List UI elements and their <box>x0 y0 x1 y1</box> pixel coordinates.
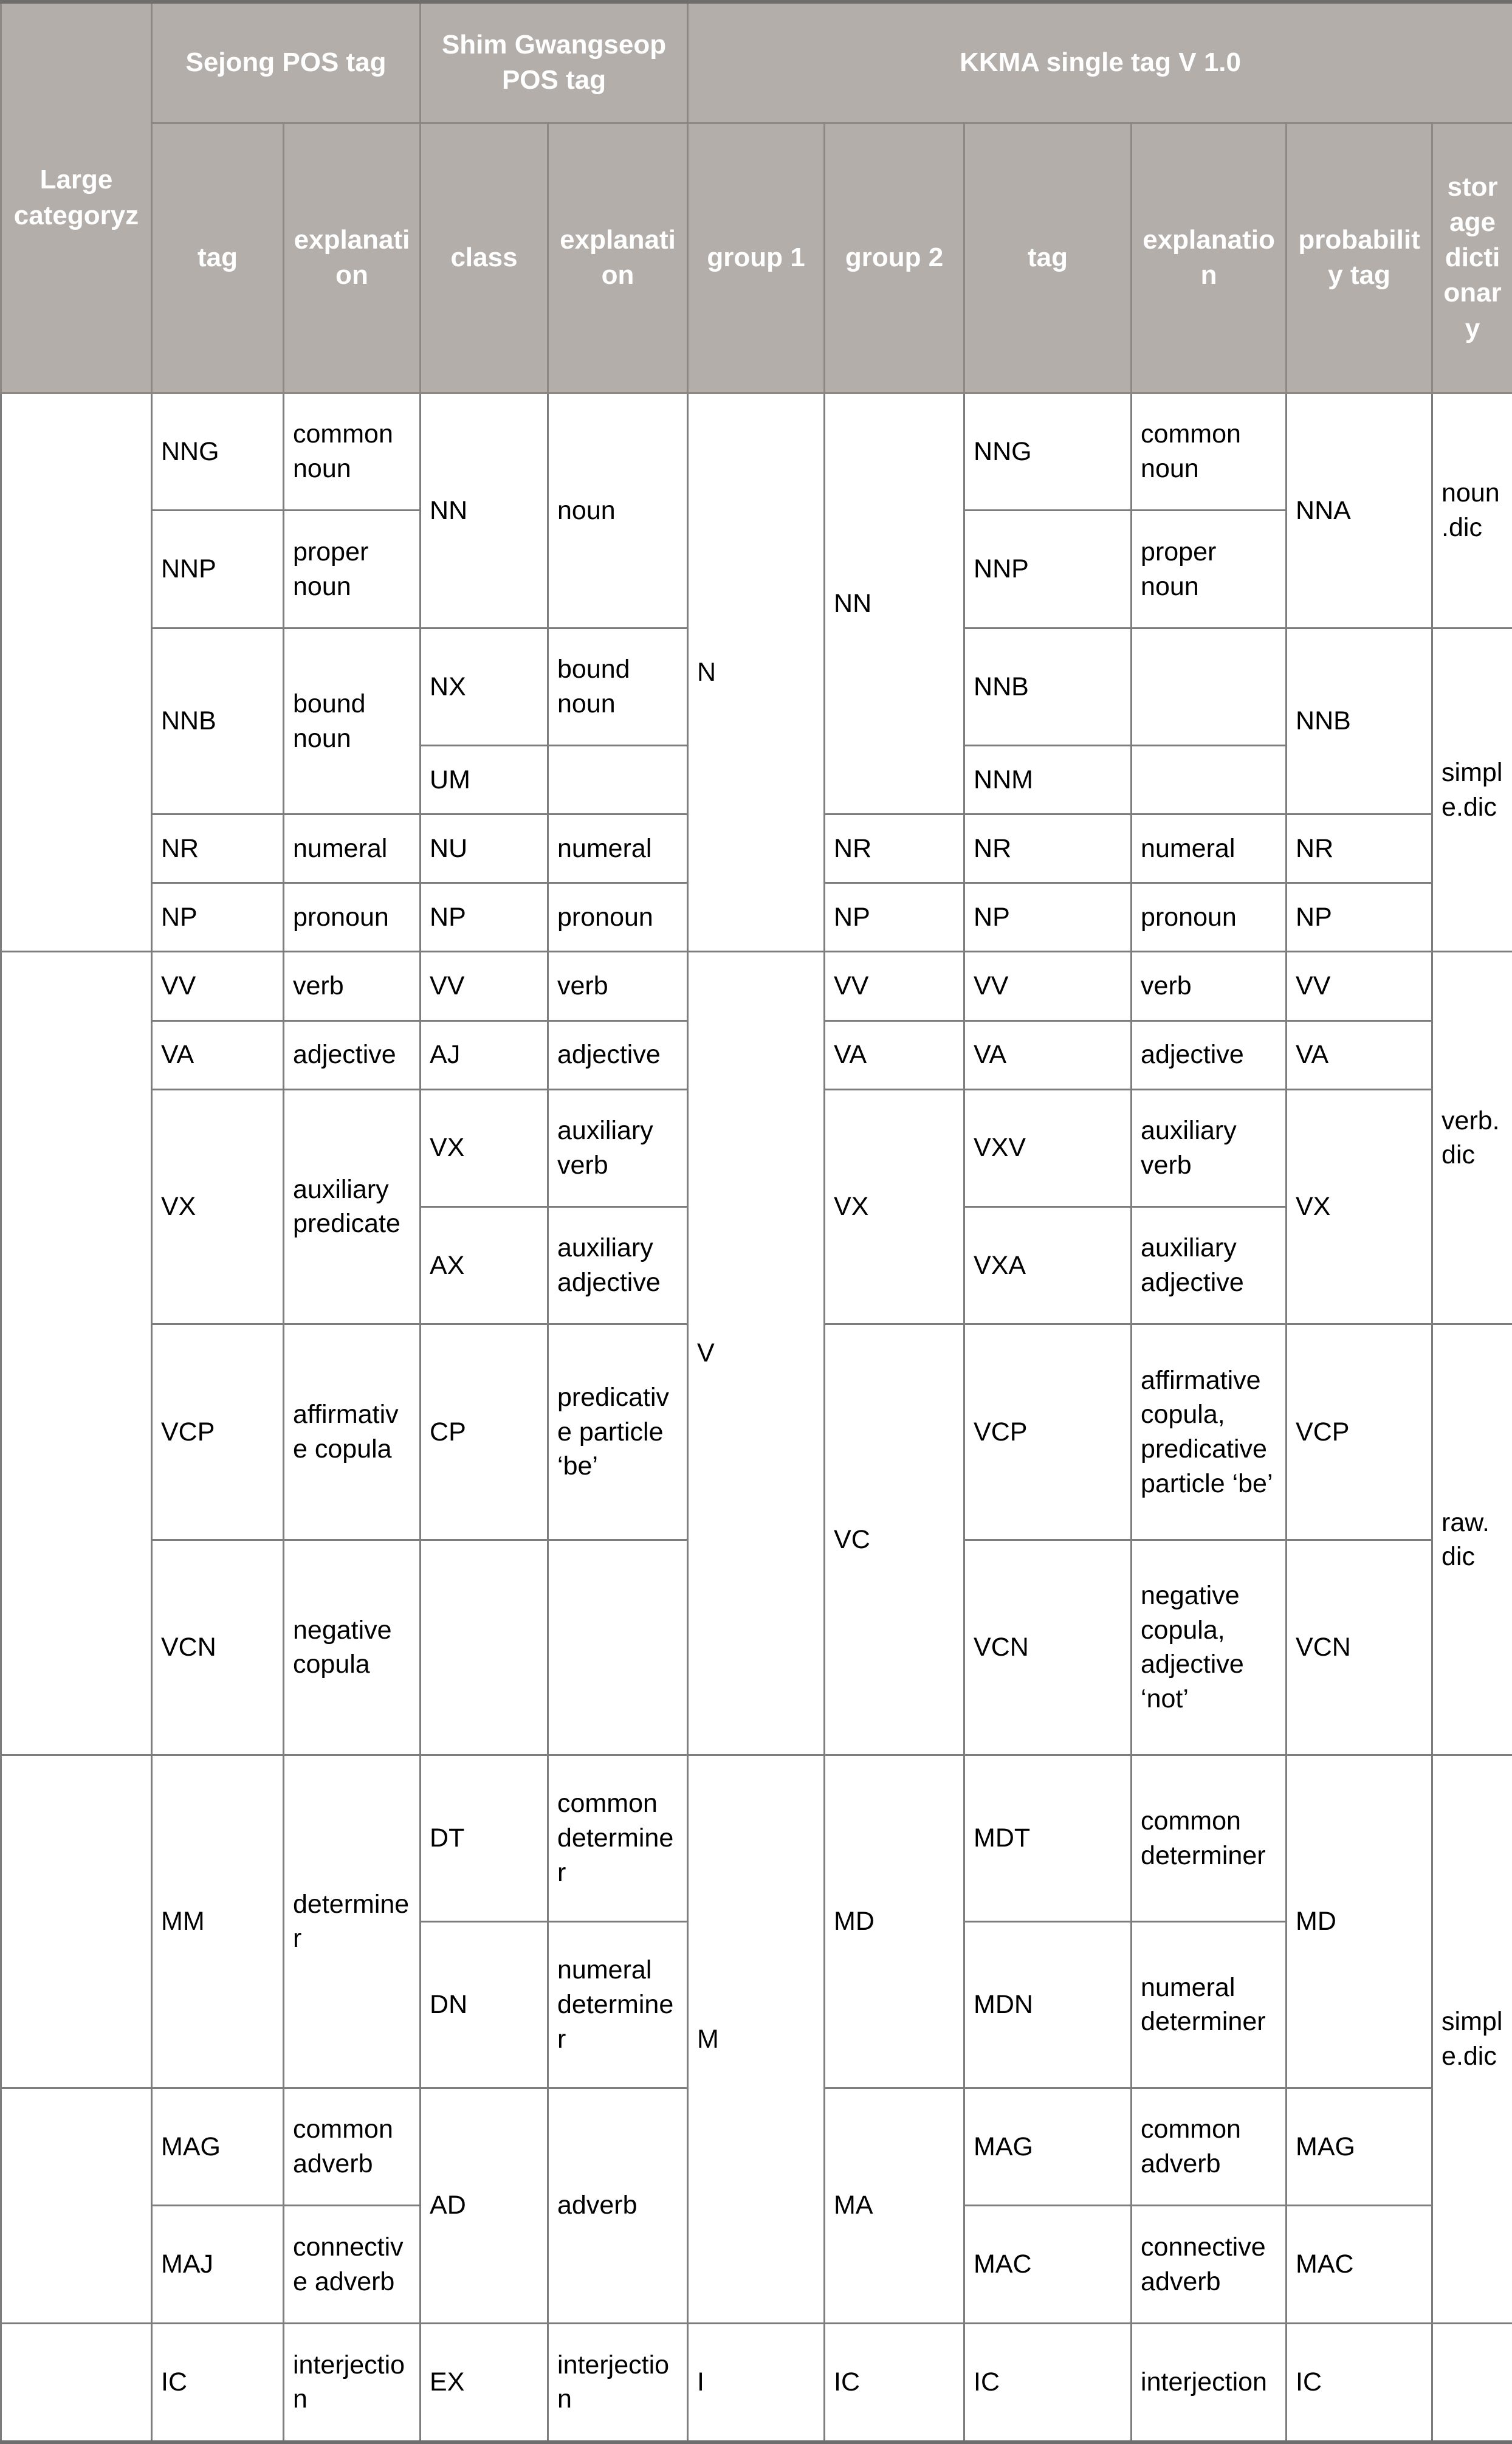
storage-dictionary <box>1432 2323 1512 2442</box>
kkma-tag: MDT <box>964 1755 1132 1922</box>
kkma-explanation: common determiner <box>1132 1755 1287 1922</box>
sejong-tag: MM <box>152 1755 284 2088</box>
kkma-group1: V <box>688 952 825 1755</box>
shim-class: UM <box>421 746 548 814</box>
shim-explanation: predicative particle ‘be’ <box>548 1324 688 1540</box>
shim-class: NU <box>421 814 548 883</box>
kkma-explanation: connective adverb <box>1132 2206 1287 2323</box>
shim-class: EX <box>421 2323 548 2442</box>
kkma-explanation: interjection <box>1132 2323 1287 2442</box>
kkma-group2: VA <box>825 1021 964 1089</box>
sejong-explanation: affirmative copula <box>284 1324 421 1540</box>
kkma-group2: VV <box>825 952 964 1021</box>
kkma-explanation: verb <box>1132 952 1287 1021</box>
probability-tag: VCN <box>1287 1540 1432 1755</box>
kkma-group1: I <box>688 2323 825 2442</box>
kkma-tag: NR <box>964 814 1132 883</box>
header-shim-explanation: explanation <box>548 123 688 393</box>
probability-tag: MAG <box>1287 2088 1432 2205</box>
table-row <box>1 952 1512 1021</box>
header-kkma-group2: group 2 <box>825 123 964 393</box>
shim-explanation: adjective <box>548 1021 688 1089</box>
shim-class: NP <box>421 883 548 952</box>
sejong-tag: IC <box>152 2323 284 2442</box>
kkma-explanation: numeral <box>1132 814 1287 883</box>
probability-tag: VCP <box>1287 1324 1432 1540</box>
header-kkma-explanation: explanation <box>1132 123 1287 393</box>
category-predicate: predicate <box>1 952 152 1755</box>
category-determiner: determiner <box>1 1755 152 2088</box>
probability-tag: VA <box>1287 1021 1432 1089</box>
header-shim-class: class <box>421 123 548 393</box>
shim-explanation: bound noun <box>548 628 688 745</box>
header-kkma-group1: group 1 <box>688 123 825 393</box>
probability-tag: IC <box>1287 2323 1432 2442</box>
kkma-tag: NNG <box>964 393 1132 511</box>
kkma-group2: VX <box>825 1089 964 1324</box>
kkma-group1: N <box>688 393 825 952</box>
sejong-tag: MAJ <box>152 2206 284 2323</box>
sejong-explanation: numeral <box>284 814 421 883</box>
sejong-tag: VCP <box>152 1324 284 1540</box>
probability-tag: NP <box>1287 883 1432 952</box>
kkma-group2: NR <box>825 814 964 883</box>
header-group-shim: Shim Gwangseop POS tag <box>421 2 688 123</box>
kkma-explanation <box>1132 628 1287 745</box>
shim-explanation: auxiliary adjective <box>548 1207 688 1324</box>
kkma-tag: VXV <box>964 1089 1132 1207</box>
storage-dictionary: verb.dic <box>1432 952 1512 1324</box>
sejong-tag: VA <box>152 1021 284 1089</box>
shim-explanation: common determiner <box>548 1755 688 1922</box>
shim-explanation: numeral determiner <box>548 1921 688 2088</box>
category-substantive: substantive <box>1 393 152 952</box>
table-row <box>1 393 1512 511</box>
storage-dictionary: noun.dic <box>1432 393 1512 628</box>
header-sejong-tag: tag <box>152 123 284 393</box>
sejong-explanation: proper noun <box>284 511 421 628</box>
shim-explanation: auxiliary verb <box>548 1089 688 1207</box>
sejong-explanation: negative copula <box>284 1540 421 1755</box>
sejong-explanation: auxiliary predicate <box>284 1089 421 1324</box>
sejong-tag: VX <box>152 1089 284 1324</box>
kkma-group2: NP <box>825 883 964 952</box>
sejong-explanation: adjective <box>284 1021 421 1089</box>
sejong-explanation: connective adverb <box>284 2206 421 2323</box>
header-probability-tag: probability tag <box>1287 123 1432 393</box>
sejong-tag: NNB <box>152 628 284 814</box>
table-row <box>1 1755 1512 1922</box>
storage-dictionary: simple.dic <box>1432 1755 1512 2324</box>
kkma-explanation: auxiliary adjective <box>1132 1207 1287 1324</box>
kkma-explanation: numeral determiner <box>1132 1921 1287 2088</box>
kkma-tag: VXA <box>964 1207 1132 1324</box>
shim-class: DN <box>421 1921 548 2088</box>
shim-explanation: interjection <box>548 2323 688 2442</box>
category-adverb: adverb <box>1 2088 152 2323</box>
shim-class: AX <box>421 1207 548 1324</box>
shim-class <box>421 1540 548 1755</box>
probability-tag: MAC <box>1287 2206 1432 2323</box>
kkma-explanation: proper noun <box>1132 511 1287 628</box>
kkma-explanation: common noun <box>1132 393 1287 511</box>
sejong-tag: NNG <box>152 393 284 511</box>
probability-tag: NNA <box>1287 393 1432 628</box>
header-row-top <box>1 2 1512 123</box>
kkma-tag: NP <box>964 883 1132 952</box>
sejong-explanation: verb <box>284 952 421 1021</box>
kkma-tag: NNM <box>964 746 1132 814</box>
shim-class: VX <box>421 1089 548 1207</box>
sejong-explanation: common noun <box>284 393 421 511</box>
kkma-tag: VCN <box>964 1540 1132 1755</box>
kkma-tag: MAC <box>964 2206 1132 2323</box>
header-group-sejong: Sejong POS tag <box>152 2 421 123</box>
sejong-tag: NP <box>152 883 284 952</box>
shim-class: NN <box>421 393 548 628</box>
shim-explanation <box>548 1540 688 1755</box>
header-kkma-tag: tag <box>964 123 1132 393</box>
kkma-group2: MD <box>825 1755 964 2088</box>
kkma-tag: MDN <box>964 1921 1132 2088</box>
kkma-explanation: negative copula, adjective ‘not’ <box>1132 1540 1287 1755</box>
kkma-group2: IC <box>825 2323 964 2442</box>
kkma-group2: NN <box>825 393 964 814</box>
header-row-sub <box>1 123 1512 393</box>
sejong-tag: VCN <box>152 1540 284 1755</box>
sejong-tag: VV <box>152 952 284 1021</box>
kkma-tag: VV <box>964 952 1132 1021</box>
shim-explanation: pronoun <box>548 883 688 952</box>
shim-explanation <box>548 746 688 814</box>
sejong-explanation: common adverb <box>284 2088 421 2205</box>
kkma-tag: VCP <box>964 1324 1132 1540</box>
kkma-explanation: common adverb <box>1132 2088 1287 2205</box>
sejong-explanation: pronoun <box>284 883 421 952</box>
sejong-explanation: interjection <box>284 2323 421 2442</box>
kkma-tag: NNB <box>964 628 1132 745</box>
sejong-tag: NR <box>152 814 284 883</box>
kkma-tag: MAG <box>964 2088 1132 2205</box>
probability-tag: VV <box>1287 952 1432 1021</box>
storage-dictionary: raw.dic <box>1432 1324 1512 1755</box>
header-group-kkma: KKMA single tag V 1.0 <box>688 2 1512 123</box>
shim-class: NX <box>421 628 548 745</box>
shim-explanation: numeral <box>548 814 688 883</box>
category-interjection: interjection <box>1 2323 152 2442</box>
header-large-category: Large categoryz <box>1 2 152 393</box>
sejong-explanation: bound noun <box>284 628 421 814</box>
kkma-explanation: auxiliary verb <box>1132 1089 1287 1207</box>
storage-dictionary: simple.dic <box>1432 628 1512 952</box>
kkma-group2: MA <box>825 2088 964 2323</box>
shim-class: CP <box>421 1324 548 1540</box>
kkma-explanation: affirmative copula, predicative particle ‘be’ <box>1132 1324 1287 1540</box>
kkma-explanation: pronoun <box>1132 883 1287 952</box>
kkma-group2: VC <box>825 1324 964 1755</box>
kkma-explanation: adjective <box>1132 1021 1287 1089</box>
shim-explanation: adverb <box>548 2088 688 2323</box>
header-storage-dictionary: storage dictionary <box>1432 123 1512 393</box>
table-row <box>1 2323 1512 2442</box>
probability-tag: NNB <box>1287 628 1432 814</box>
shim-explanation: verb <box>548 952 688 1021</box>
probability-tag: NR <box>1287 814 1432 883</box>
sejong-explanation: determiner <box>284 1755 421 2088</box>
shim-class: AJ <box>421 1021 548 1089</box>
shim-explanation: noun <box>548 393 688 628</box>
sejong-tag: NNP <box>152 511 284 628</box>
header-sejong-explanation: explanation <box>284 123 421 393</box>
shim-class: DT <box>421 1755 548 1922</box>
kkma-group1: M <box>688 1755 825 2324</box>
sejong-tag: MAG <box>152 2088 284 2205</box>
probability-tag: VX <box>1287 1089 1432 1324</box>
kkma-tag: VA <box>964 1021 1132 1089</box>
shim-class: AD <box>421 2088 548 2323</box>
probability-tag: MD <box>1287 1755 1432 2088</box>
shim-class: VV <box>421 952 548 1021</box>
kkma-tag: IC <box>964 2323 1132 2442</box>
kkma-explanation <box>1132 746 1287 814</box>
kkma-tag: NNP <box>964 511 1132 628</box>
